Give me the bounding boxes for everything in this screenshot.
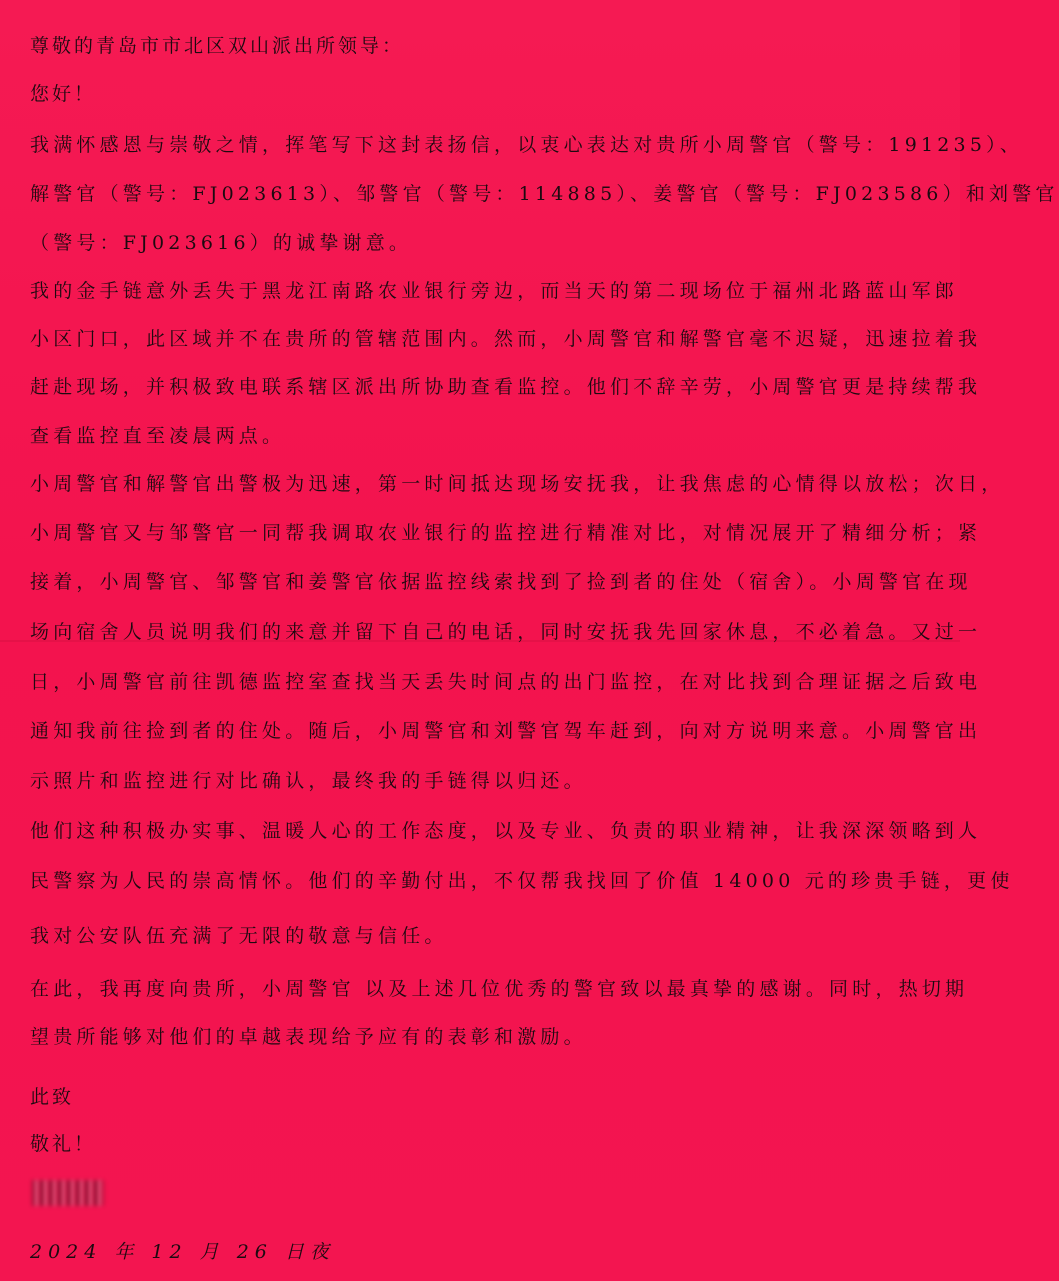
body-line: 赶赴现场，并积极致电联系辖区派出所协助查看监控。他们不辞辛劳，小周警官更是持续帮我 bbox=[30, 376, 982, 398]
body-line: 解警官（警号：FJ023613）、邹警官（警号：114885）、姜警官（警号：FJ023586）和刘警官 bbox=[30, 183, 1059, 205]
body-line: 示照片和监控进行对比确认，最终我的手链得以归还。 bbox=[30, 770, 587, 792]
body-line: 望贵所能够对他们的卓越表现给予应有的表彰和激励。 bbox=[30, 1026, 587, 1048]
body-line: 小区门口，此区域并不在贵所的管辖范围内。然而，小周警官和解警官毫不迟疑，迅速拉着我 bbox=[30, 328, 982, 350]
blurred-signature bbox=[32, 1180, 104, 1206]
body-line: 小周警官和解警官出警极为迅速，第一时间抵达现场安抚我，让我焦虑的心情得以放松；次日， bbox=[30, 473, 1005, 495]
body-line: 民警察为人民的崇高情怀。他们的辛勤付出，不仅帮我找回了价值 14000 元的珍贵手链，更使 bbox=[30, 870, 1014, 892]
body-line: 在此，我再度向贵所，小周警官 以及上述几位优秀的警官致以最真挚的感谢。同时，热切期 bbox=[30, 978, 969, 1000]
letter-date: 2024 年 12 月 26 日夜 bbox=[30, 1241, 335, 1263]
body-line: 通知我前往捡到者的住处。随后，小周警官和刘警官驾车赶到，向对方说明来意。小周警官出 bbox=[30, 720, 982, 742]
greeting: 您好！ bbox=[30, 83, 97, 105]
body-line: 我的金手链意外丢失于黑龙江南路农业银行旁边，而当天的第二现场位于福州北路蓝山军郎 bbox=[30, 280, 959, 302]
body-line: 接着，小周警官、邹警官和姜警官依据监控线索找到了捡到者的住处（宿舍）。小周警官在现 bbox=[30, 571, 972, 593]
body-line: 我对公安队伍充满了无限的敬意与信任。 bbox=[30, 925, 448, 947]
body-line: 我满怀感恩与崇敬之情，挥笔写下这封表扬信，以衷心表达对贵所小周警官（警号：191235）、 bbox=[30, 134, 1024, 156]
closing-jingli: 敬礼！ bbox=[30, 1133, 97, 1155]
body-line: 日，小周警官前往凯德监控室查找当天丢失时间点的出门监控，在对比找到合理证据之后致电 bbox=[30, 671, 982, 693]
salutation: 尊敬的青岛市市北区双山派出所领导： bbox=[30, 35, 405, 57]
body-line: 查看监控直至凌晨两点。 bbox=[30, 425, 286, 447]
body-line: 场向宿舍人员说明我们的来意并留下自己的电话，同时安抚我先回家休息，不必着急。又过一 bbox=[30, 621, 982, 643]
body-line: 他们这种积极办实事、温暖人心的工作态度，以及专业、负责的职业精神，让我深深领略到人 bbox=[30, 820, 982, 842]
closing-cizhi: 此致 bbox=[30, 1086, 75, 1108]
body-line: 小周警官又与邹警官一同帮我调取农业银行的监控进行精准对比，对情况展开了精细分析；紧 bbox=[30, 522, 982, 544]
body-line: （警号：FJ023616）的诚挚谢意。 bbox=[30, 232, 413, 254]
